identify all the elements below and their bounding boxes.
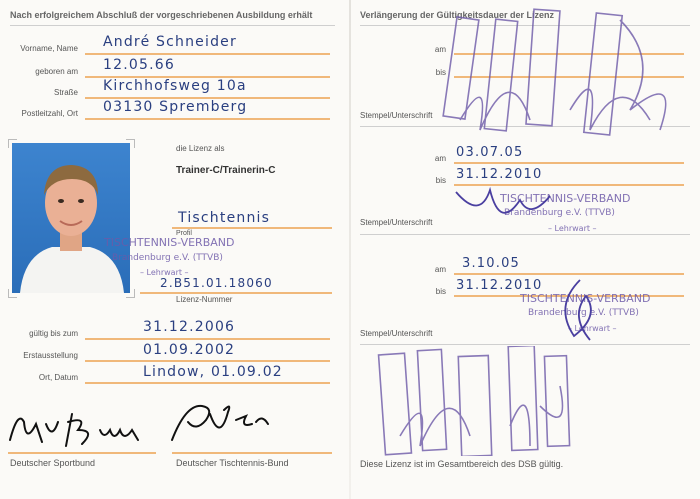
field-label-city: Postleitzahl, Ort bbox=[21, 109, 78, 118]
ttvb-stamp-line3: – Lehrwart – bbox=[140, 268, 189, 277]
ttvb-stamp-line2: Brandenburg e.V. (TTVB) bbox=[112, 253, 223, 263]
valid-until-value: 31.12.2006 bbox=[143, 319, 236, 335]
block2-stamp-line3: – Lehrwart – bbox=[548, 224, 597, 233]
license-right-page bbox=[350, 0, 700, 499]
block2-stamp-line1: TISCHTENNIS-VERBAND bbox=[500, 192, 631, 205]
license-title: Trainer-C/Trainerin-C bbox=[176, 165, 276, 176]
place-date-value: Lindow, 01.09.02 bbox=[143, 364, 283, 380]
block2-bis-value: 31.12.2010 bbox=[456, 167, 543, 182]
license-number-line bbox=[140, 292, 332, 294]
dsb-signature bbox=[6, 400, 146, 450]
left-header: Nach erfolgreichem Abschluß der vorgeschriebenen Ausbildung erhält bbox=[10, 10, 313, 20]
header-divider bbox=[10, 25, 335, 26]
field-value-city: 03130 Spremberg bbox=[103, 99, 248, 115]
valid-until-label: gültig bis zum bbox=[29, 329, 78, 338]
block3-bis-value: 31.12.2010 bbox=[456, 278, 543, 293]
block1-stamp-label: Stempel/Unterschrift bbox=[360, 111, 433, 120]
dttb-signature-line bbox=[172, 452, 332, 454]
field-label-name: Vorname, Name bbox=[20, 44, 78, 53]
dttb-signature bbox=[166, 392, 276, 450]
block2-bis-label: bis bbox=[435, 176, 446, 185]
block3-am-label: am bbox=[434, 265, 446, 274]
ttvb-stamp-line1: TISCHTENNIS-VERBAND bbox=[104, 236, 235, 249]
block3-stamp-line1: TISCHTENNIS-VERBAND bbox=[520, 292, 651, 305]
block1-am-label: am bbox=[434, 45, 446, 54]
first-issue-line bbox=[85, 360, 330, 362]
right-header: Verlängerung der Gültigkeitsdauer der Lizenz bbox=[360, 10, 555, 20]
field-value-street: Kirchhofsweg 10a bbox=[103, 78, 247, 94]
dsb-signature-line bbox=[8, 452, 156, 454]
block3-stamp-label: Stempel/Unterschrift bbox=[360, 329, 433, 338]
valid-until-line bbox=[85, 338, 330, 340]
field-line-name bbox=[85, 53, 330, 55]
block2-am-line bbox=[454, 162, 684, 164]
block3-stamp-line2: Brandenburg e.V. (TTVB) bbox=[528, 308, 639, 318]
first-issue-value: 01.09.2002 bbox=[143, 342, 236, 358]
license-intro: die Lizenz als bbox=[176, 144, 225, 153]
license-number-label: Lizenz-Nummer bbox=[176, 295, 233, 304]
field-value-name: André Schneider bbox=[103, 34, 237, 50]
field-line-city bbox=[85, 118, 330, 120]
block2-signature bbox=[450, 180, 570, 240]
field-label-street: Straße bbox=[53, 88, 78, 97]
bottom-stamps-signatures bbox=[360, 346, 690, 456]
field-value-birthdate: 12.05.66 bbox=[103, 57, 175, 73]
block3-am-value: 3.10.05 bbox=[462, 256, 521, 271]
passport-photo bbox=[12, 143, 130, 293]
block2-stamp-line2: Brandenburg e.V. (TTVB) bbox=[504, 208, 615, 218]
first-issue-label: Erstausstellung bbox=[23, 351, 78, 360]
block3-am-line bbox=[454, 273, 684, 275]
license-number-value: 2.B51.01.18060 bbox=[160, 276, 273, 290]
profil-line bbox=[172, 227, 332, 229]
right-footer: Diese Lizenz ist im Gesamtbereich des DSB gültig. bbox=[360, 459, 564, 469]
place-date-label: Ort, Datum bbox=[38, 373, 78, 382]
place-date-line bbox=[85, 382, 330, 384]
block2-stamp-label: Stempel/Unterschrift bbox=[360, 218, 433, 227]
block3-signature bbox=[550, 276, 610, 346]
block2-am-value: 03.07.05 bbox=[456, 145, 524, 160]
block3-bis-label: bis bbox=[435, 287, 446, 296]
block1-stamps-signatures bbox=[430, 0, 700, 150]
block1-bis-label: bis bbox=[435, 68, 446, 77]
dttb-label: Deutscher Tischtennis-Bund bbox=[176, 458, 289, 468]
dsb-label: Deutscher Sportbund bbox=[10, 458, 96, 468]
profil-value: Tischtennis bbox=[178, 210, 271, 226]
block3-divider bbox=[360, 344, 690, 345]
profil-label: Profil bbox=[176, 230, 192, 237]
field-label-birthdate: geboren am bbox=[35, 67, 78, 76]
block3-stamp-line3: – Lehrwart – bbox=[568, 324, 617, 333]
block2-am-label: am bbox=[434, 154, 446, 163]
